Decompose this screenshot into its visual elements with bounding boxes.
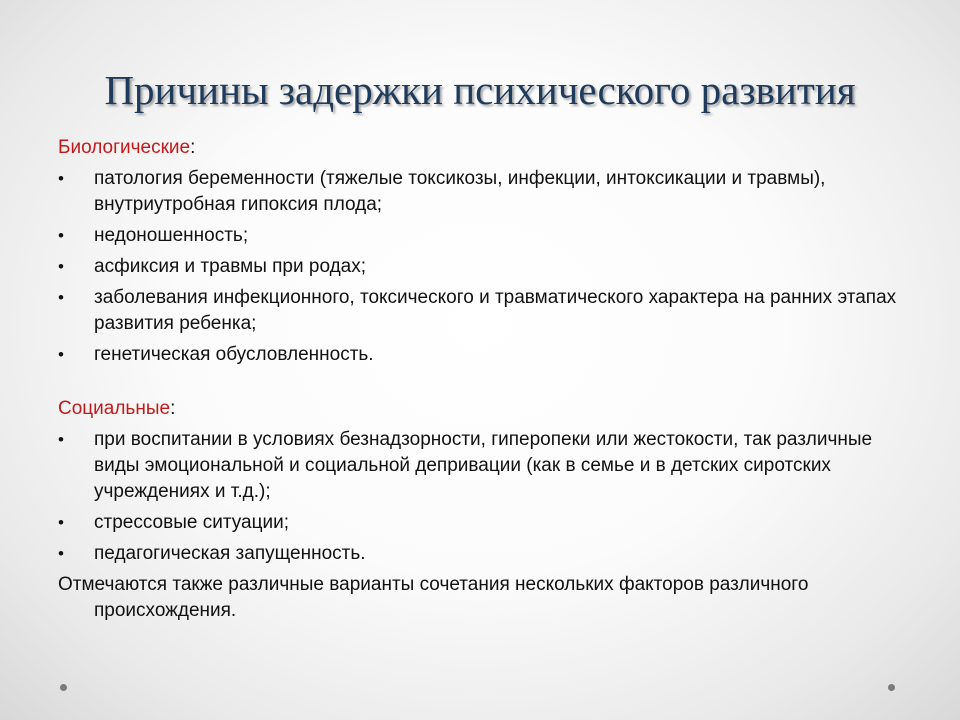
slide-content (58, 135, 898, 643)
list-item: • заболевания инфекционного, токсического и травматического характера на ранних этапах развития ребенка; (58, 287, 897, 334)
section-spacer (58, 368, 898, 396)
bullet-icon: • (58, 544, 64, 563)
bullet-icon: • (58, 257, 64, 276)
section-heading-social: Социальные: (58, 398, 176, 419)
section-heading-social-label: Социальные (58, 398, 171, 419)
section-heading-biological: Биологические: (58, 137, 196, 158)
slide-title: Причины задержки психического развития (104, 67, 856, 113)
list-item: • педагогическая запущенность. (58, 541, 898, 567)
bullet-icon: • (58, 430, 64, 449)
section-heading-biological-label: Биологические (58, 137, 191, 158)
bullet-icon: • (58, 513, 64, 532)
bullet-icon: • (58, 169, 64, 188)
corner-dot-icon (60, 684, 67, 691)
bullet-icon: • (58, 345, 64, 364)
bullet-icon: • (58, 226, 64, 245)
concluding-note: Отмечаются также различные варианты сочетания нескольких факторов различного происхождения. (58, 574, 809, 621)
list-item: • асфиксия и травмы при родах; (58, 254, 898, 280)
bullet-icon: • (58, 288, 64, 307)
social-list (58, 427, 898, 567)
list-item: • патология беременности (тяжелые токсикозы, инфекции, интоксикации и травмы), внутриутробная гипоксия плода; (58, 168, 826, 215)
list-item: • при воспитании в условиях безнадзорности, гиперопеки или жестокости, так различные виды эмоциональной и социальной депривации (как в семье и в детских сиротских учреждениях и т.д.); (58, 429, 873, 502)
corner-dot-icon (888, 684, 895, 691)
list-item: • недоношенность; (58, 223, 898, 249)
list-item: • генетическая обусловленность. (58, 342, 898, 368)
list-item: • стрессовые ситуации; (58, 510, 898, 536)
biological-list (58, 166, 898, 368)
